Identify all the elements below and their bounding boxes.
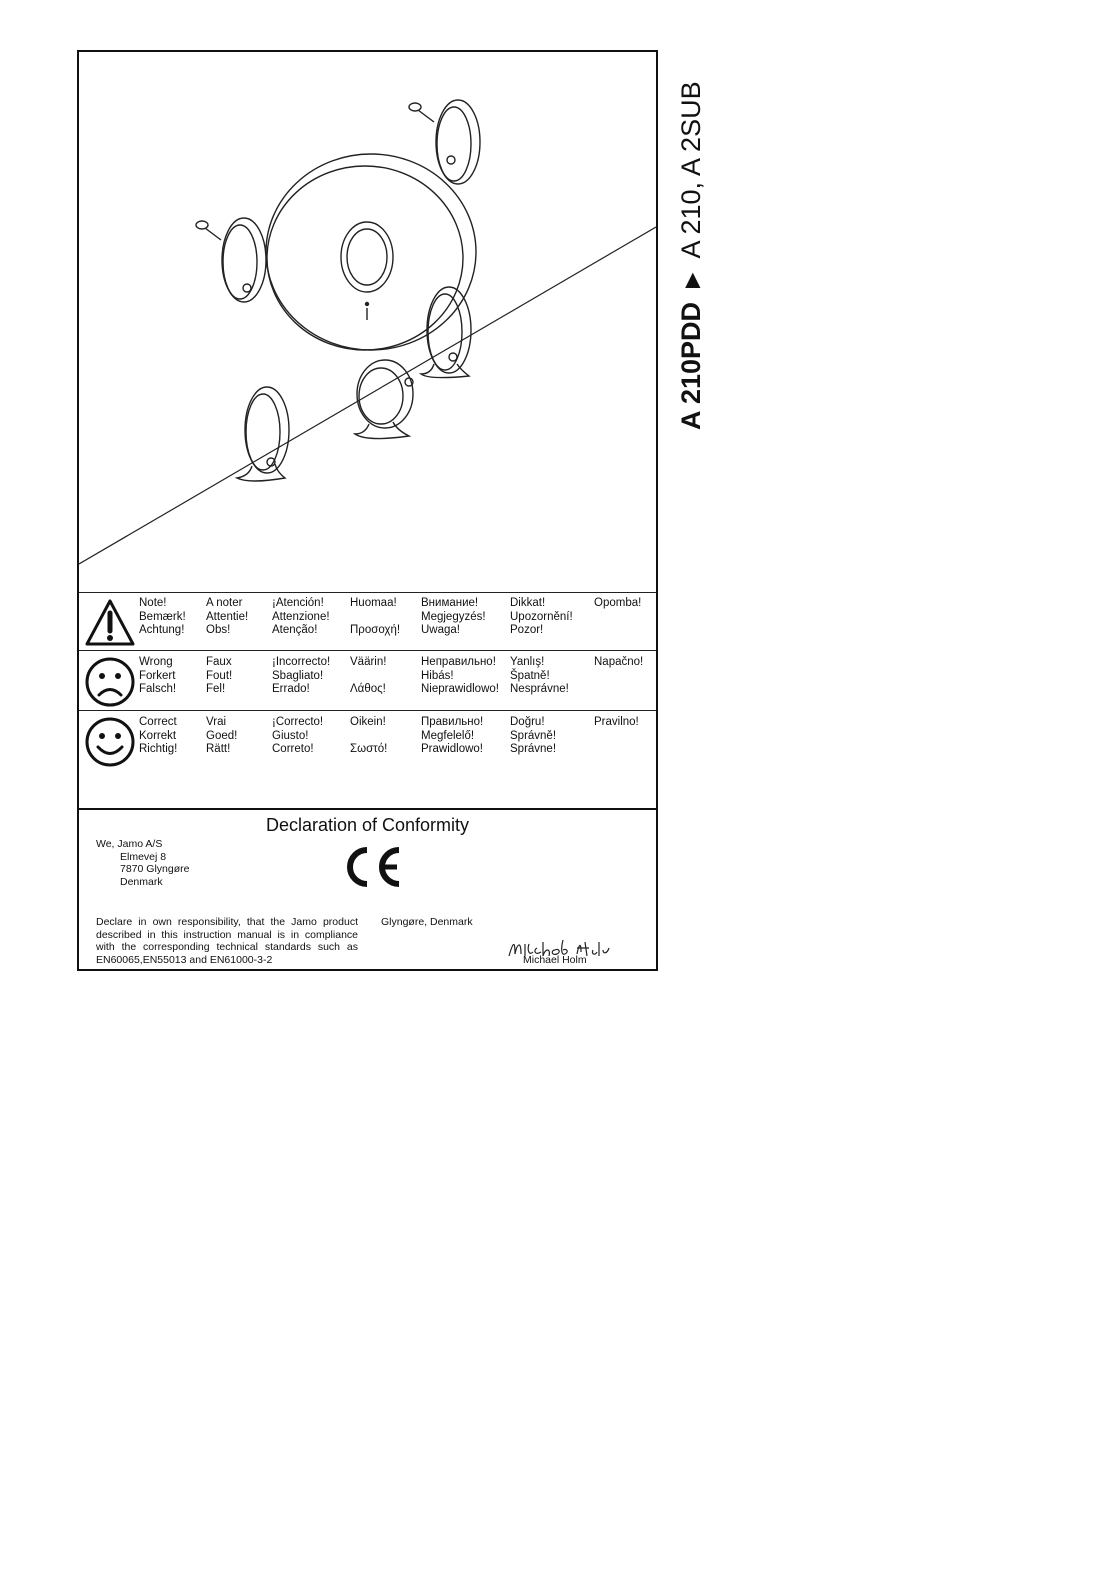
wrong-col-1 [139, 656, 176, 697]
correct-col-4 [350, 716, 387, 757]
row-divider [79, 710, 656, 711]
address-line: Elmevej 8 [120, 850, 167, 863]
wrong-text: Fel! [206, 683, 226, 695]
wrong-col-4 [350, 656, 386, 697]
arrow-right-icon: ▶ [681, 272, 703, 288]
wrong-col-5 [421, 656, 499, 697]
correct-text: Richtig! [139, 743, 178, 755]
floor-line [79, 227, 656, 564]
note-text: Obs! [206, 624, 231, 636]
note-text: Note! [139, 597, 167, 609]
note-text: Megjegyzés! [421, 610, 486, 623]
note-text: ¡Atención! [272, 597, 324, 609]
note-col-4 [350, 597, 400, 638]
warning-row-note [81, 595, 658, 655]
note-col-7 [594, 597, 641, 638]
speaker-system-illustration [79, 52, 656, 592]
note-text: Προσοχή! [350, 624, 401, 636]
sad-face-icon [84, 656, 136, 708]
note-text: Uwaga! [421, 624, 460, 636]
note-text: Attentie! [206, 610, 249, 623]
satellite-stand-right [421, 287, 471, 378]
correct-text: Doğru! [510, 716, 545, 728]
warning-row-wrong [81, 654, 658, 714]
correct-text: Oikein! [350, 716, 386, 728]
note-text: Opomba! [594, 597, 642, 609]
note-text: A noter [206, 597, 243, 609]
wrong-text: Yanlış! [510, 656, 545, 668]
correct-text: Correct [139, 716, 177, 728]
wrong-text: Forkert [139, 669, 176, 682]
satellite-wall-right [409, 100, 480, 184]
note-col-6 [510, 597, 573, 638]
correct-text: Správne! [510, 743, 557, 755]
correct-col-7 [594, 716, 639, 757]
company-address [96, 838, 189, 888]
note-col-5 [421, 597, 486, 638]
correct-text [350, 730, 387, 744]
correct-text: ¡Correcto! [272, 716, 324, 728]
wrong-text: Nieprawidlowo! [421, 683, 499, 695]
primary-model-name: A 210PDD [676, 301, 706, 430]
address-line: 7870 Glyngøre [120, 863, 190, 875]
wrong-text: Hibás! [421, 669, 454, 682]
note-text [594, 611, 641, 625]
wrong-text: Sbagliato! [272, 669, 324, 682]
correct-text: Vrai [206, 716, 227, 728]
address-line: Denmark [120, 875, 163, 888]
wrong-col-7 [594, 656, 643, 697]
wrong-text: Неправильно! [421, 656, 496, 668]
wrong-text: Fout! [206, 669, 233, 682]
correct-text: Pravilno! [594, 716, 639, 728]
correct-text: Rätt! [206, 743, 231, 755]
wrong-text: Λάθος! [350, 683, 386, 695]
warning-row-correct [81, 714, 658, 774]
note-col-1 [139, 597, 186, 638]
declaration-section [79, 808, 656, 971]
correct-text: Správně! [510, 729, 557, 742]
document-frame [77, 50, 658, 971]
correct-text: Korrekt [139, 729, 177, 742]
subwoofer-drawing [266, 154, 476, 350]
declaration-place: Glyngøre, Denmark [381, 916, 473, 928]
note-text: Atenção! [272, 624, 318, 636]
wrong-text: Faux [206, 656, 232, 668]
correct-col-3 [272, 716, 323, 757]
signatory-name: Michael Holm [523, 954, 587, 966]
wrong-text: Errado! [272, 683, 310, 695]
wrong-text: ¡Incorrecto! [272, 656, 331, 668]
smiley-face-icon [84, 716, 136, 768]
note-text [594, 624, 641, 638]
correct-col-1 [139, 716, 177, 757]
note-text [350, 611, 400, 625]
declaration-statement: Declare in own responsibility, that the Jamo product described in this instruction manual is in compliance with the corresponding technical standards such as EN60065,EN55013 and EN61000-3-2 [96, 916, 358, 966]
correct-text: Правильно! [421, 716, 484, 728]
note-text: Achtung! [139, 624, 185, 636]
wrong-col-6 [510, 656, 569, 697]
wrong-text: Špatně! [510, 669, 550, 682]
row-divider [79, 650, 656, 651]
note-text: Attenzione! [272, 610, 330, 623]
ce-mark [337, 844, 405, 890]
wrong-text: Falsch! [139, 683, 177, 695]
correct-text [594, 743, 639, 757]
note-col-3 [272, 597, 330, 638]
correct-text: Correto! [272, 743, 314, 755]
warning-triangle-icon [84, 597, 136, 649]
note-text: Dikkat! [510, 597, 546, 609]
wrong-text: Napačno! [594, 656, 644, 668]
correct-text: Giusto! [272, 729, 309, 742]
wrong-col-2 [206, 656, 232, 697]
wrong-text [350, 670, 386, 684]
wrong-text: Wrong [139, 656, 173, 668]
correct-col-5 [421, 716, 483, 757]
correct-text: Prawidlowo! [421, 743, 483, 755]
row-divider [79, 592, 656, 593]
model-title-vertical [670, 50, 712, 430]
correct-text: Σωστό! [350, 743, 388, 755]
correct-text: Megfelelő! [421, 729, 475, 742]
satellite-wall-left [196, 218, 266, 302]
correct-text [594, 730, 639, 744]
correct-text: Goed! [206, 729, 238, 742]
wrong-text [594, 683, 643, 697]
satellite-stand-center [355, 360, 413, 439]
declaration-title: Declaration of Conformity [265, 815, 470, 835]
note-text: Huomaa! [350, 597, 397, 609]
wrong-text [594, 670, 643, 684]
address-line: We, Jamo A/S [96, 838, 163, 850]
note-text: Pozor! [510, 624, 544, 636]
wrong-text: Väärin! [350, 656, 387, 668]
correct-col-2 [206, 716, 237, 757]
wrong-col-3 [272, 656, 330, 697]
note-text: Upozornění! [510, 610, 573, 623]
other-model-names: A 210, A 2SUB [676, 81, 706, 259]
note-text: Внимание! [421, 597, 479, 609]
correct-col-6 [510, 716, 556, 757]
note-col-2 [206, 597, 248, 638]
wrong-text: Nesprávne! [510, 683, 569, 695]
note-text: Bemærk! [139, 610, 186, 623]
